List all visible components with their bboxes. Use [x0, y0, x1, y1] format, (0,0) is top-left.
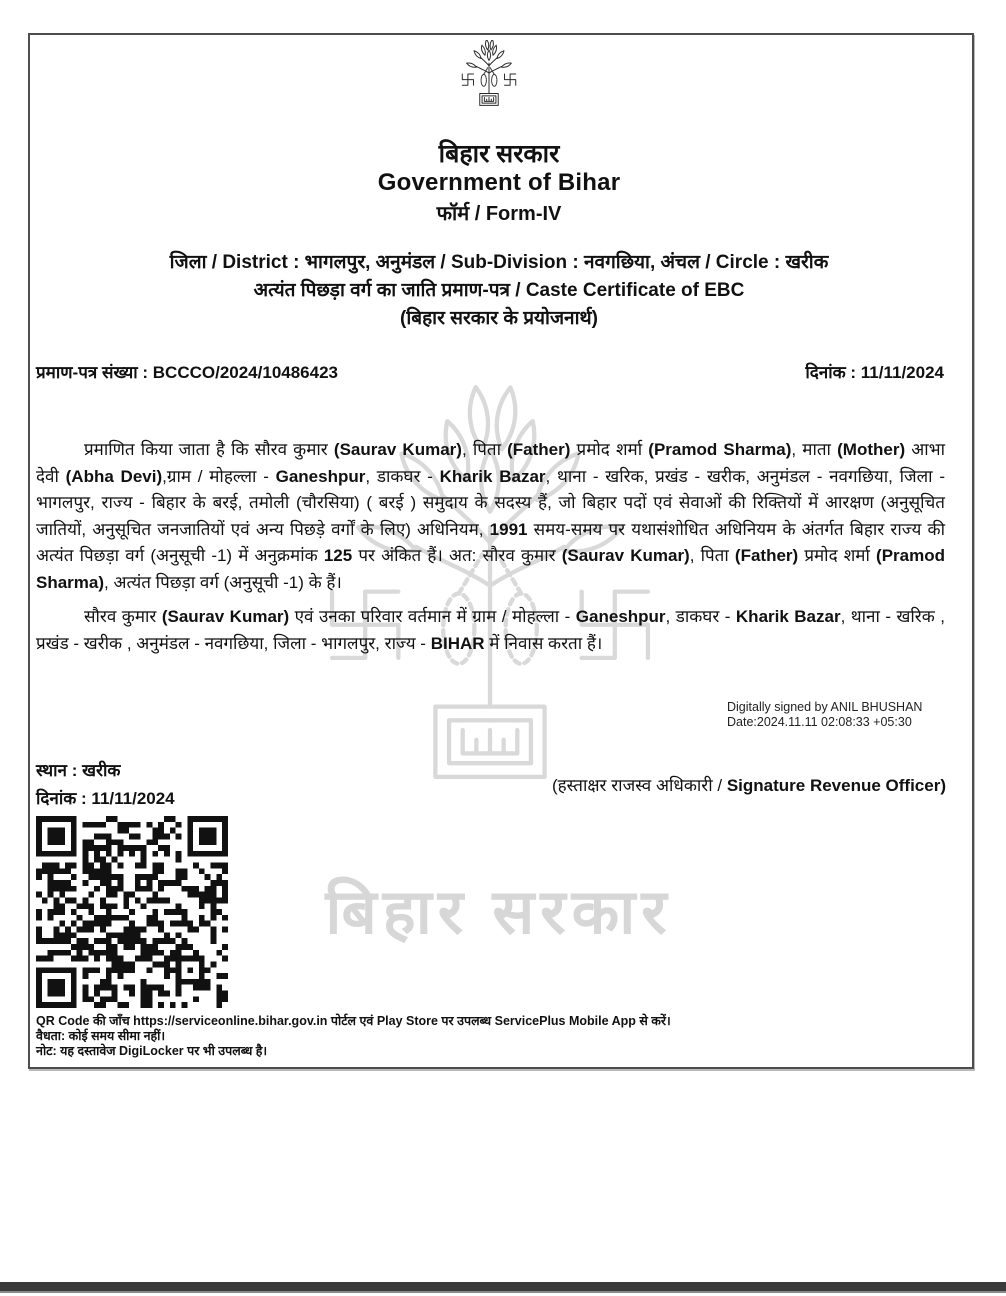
digital-signature-line1: Digitally signed by ANIL BHUSHAN	[727, 700, 923, 714]
qr-code	[36, 816, 228, 1008]
header-title-hindi: बिहार सरकार	[438, 140, 560, 168]
place-line: स्थान : खरीक	[36, 761, 121, 780]
header-title-english: Government of Bihar	[377, 169, 621, 196]
footer-qr-check-line: QR Code की जाँच https://serviceonline.bihar.gov.in पोर्टल एवं Play Store पर उपलब्ध ServicePlus Mobile App से करें।	[36, 1014, 671, 1028]
scan-edge-bar	[0, 1282, 1006, 1293]
certificate-number-label: प्रमाण-पत्र संख्या :	[36, 363, 153, 382]
signature-date-line: दिनांक : 11/11/2024	[36, 789, 175, 808]
issue-date-value: 11/11/2024	[860, 363, 944, 382]
certificate-number	[36, 360, 338, 383]
footer-digilocker-line: नोट: यह दस्तावेज DigiLocker पर भी उपलब्ध है।	[36, 1044, 268, 1058]
certificate-paragraph-2: सौरव कुमार (Saurav Kumar) एवं उनका परिवार वर्तमान में ग्राम / मोहल्ला - Ganeshpur, डाकघर - Kharik Bazar, थाना - खरिक , प्रखंड - खरीक , अनुमंडल - नवगछिया, जिला - भागलपुर, राज्य - BIHAR में निवास करता हैं।	[36, 607, 946, 653]
footer-validity-line: वैधता: कोई समय सीमा नहीं।	[36, 1029, 166, 1043]
digital-signature-line2: Date:2024.11.11 02:08:33 +05:30	[727, 715, 912, 729]
district-line: जिला / District : भागलपुर, अनुमंडल / Sub-Division : नवगछिया, अंचल / Circle : खरीक	[169, 252, 829, 273]
subheader-block	[30, 249, 968, 333]
form-number-line: फॉर्म / Form-IV	[436, 203, 562, 225]
place-date-block	[36, 757, 175, 813]
certificate-paragraph-1: प्रमाणित किया जाता है कि सौरव कुमार (Saurav Kumar), पिता (Father) प्रमोद शर्मा (Pramod Sharma), माता (Mother) आभा देवी (Abha Devi),ग्राम / मोहल्ला - Ganeshpur, डाकघर - Kharik Bazar, थाना - खरिक, प्रखंड - खरीक, अनुमंडल - नवगछिया, जिला - भागलपुर, राज्य - बिहार के बरई, तमोली (चौरसिया) ( बरई ) समुदाय के सदस्य हैं, जो बिहार पदों एवं सेवाओं की रिक्तियों में आरक्षण (अनुसूचित जातियों, अनुसूचित जनजातियों एवं अन्य पिछड़े वर्गों के लिए) अधिनियम, 1991 समय-समय पर यथासंशोधित अधिनियम के अंतर्गत बिहार राज्य की अत्यंत पिछड़ा वर्ग (अनुसूची -1) में अनुक्रमांक 125 पर अंकित हैं। अत: सौरव कुमार (Saurav Kumar), पिता (Father) प्रमोद शर्मा (Pramod Sharma), अत्यंत पिछड़ा वर्ग (अनुसूची -1) के हैं।	[36, 440, 945, 592]
purpose-line: (बिहार सरकार के प्रयोजनार्थ)	[400, 308, 598, 329]
revenue-officer-signature-line: (हस्ताक्षर राजस्व अधिकारी / Signature Revenue Officer)	[551, 776, 946, 795]
watermark-text: बिहार सरकार	[325, 878, 673, 947]
digital-signature-block	[727, 700, 922, 730]
footer-notes	[36, 1014, 671, 1059]
issue-date-label: दिनांक :	[805, 363, 861, 382]
bihar-government-emblem-icon	[456, 40, 522, 116]
caste-title-line: अत्यंत पिछड़ा वर्ग का जाति प्रमाण-पत्र / Caste Certificate of EBC	[253, 280, 745, 301]
issue-date	[805, 360, 944, 383]
certificate-number-value: BCCCO/2024/10486423	[152, 363, 338, 382]
